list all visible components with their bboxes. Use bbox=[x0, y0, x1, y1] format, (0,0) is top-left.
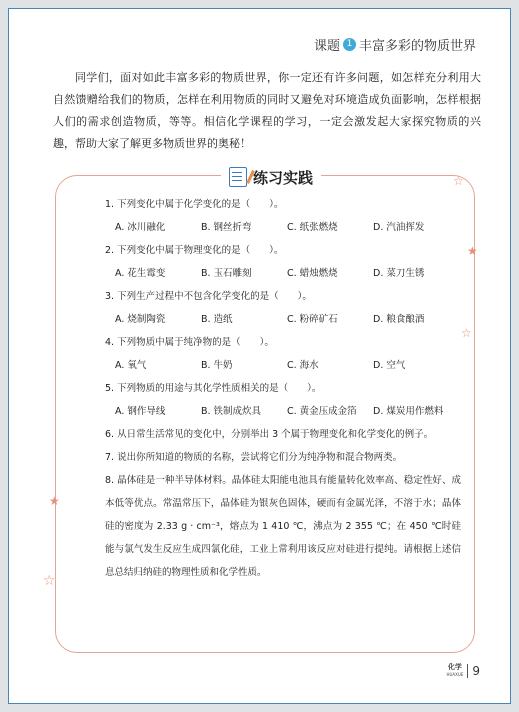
option-a: A. 氧气 bbox=[115, 360, 147, 371]
star-decoration-icon: ★ bbox=[49, 494, 60, 508]
option-b: B. 造纸 bbox=[201, 314, 233, 325]
option-d: D. 菜刀生锈 bbox=[373, 268, 425, 279]
page-number: 9 bbox=[467, 664, 480, 678]
question-4: 4. 下列物质中属于纯净物的是（ ）。 bbox=[105, 337, 274, 348]
option-b: B. 钢丝折弯 bbox=[201, 222, 252, 233]
option-d: D. 煤炭用作燃料 bbox=[373, 406, 444, 417]
star-decoration-icon: ☆ bbox=[453, 174, 464, 188]
option-d: D. 空气 bbox=[373, 360, 406, 371]
option-b: B. 牛奶 bbox=[201, 360, 233, 371]
star-decoration-icon: ★ bbox=[467, 244, 478, 258]
question-7: 7. 说出你所知道的物质的名称，尝试将它们分为纯净物和混合物两类。 bbox=[105, 452, 403, 463]
option-d: D. 汽油挥发 bbox=[373, 222, 425, 233]
textbook-page bbox=[8, 8, 511, 704]
question-1: 1. 下列变化中属于化学变化的是（ ）。 bbox=[105, 199, 284, 210]
question-3: 3. 下列生产过程中不包含化学变化的是（ ）。 bbox=[105, 291, 312, 302]
question-6: 6. 从日常生活常见的变化中，分别举出 3 个属于物理变化和化学变化的例子。 bbox=[105, 429, 434, 440]
option-a: A. 钢作导线 bbox=[115, 406, 166, 417]
subject-logo-text: 化学 bbox=[447, 663, 462, 671]
header-title: 丰富多彩的物质世界 bbox=[358, 39, 476, 54]
header-prefix: 课题 bbox=[313, 39, 340, 54]
question-5-options bbox=[105, 400, 461, 423]
question-2-options bbox=[105, 262, 461, 285]
question-3-options bbox=[105, 308, 461, 331]
page-footer bbox=[446, 663, 480, 679]
chapter-header bbox=[314, 35, 476, 54]
option-d: D. 粮食酿酒 bbox=[373, 314, 425, 325]
option-c: C. 蜡烛燃烧 bbox=[287, 268, 338, 279]
option-c: C. 纸张燃烧 bbox=[287, 222, 338, 233]
option-a: A. 冰川融化 bbox=[115, 222, 166, 233]
question-8: 8. 晶体硅是一种半导体材料。晶体硅太阳能电池具有能量转化效率高、稳定性好、成本低等优点。常温常压下，晶体硅为银灰色固体，硬而有金属光泽，不溶于水；晶体硅的密度为 2.33 g · cm⁻³，熔点为 1 410 ℃，沸点为 2 355 ℃；在 450 ℃时硅能与氯气发生反应生成四氯化硅，工业上常利用该反应对硅进行提纯。请根据上述信息总结归纳硅的物理性质和化学性质。 bbox=[105, 475, 461, 578]
section-title-label: 练习实践 bbox=[253, 168, 314, 187]
question-list bbox=[105, 193, 461, 584]
intro-paragraph: 同学们，面对如此丰富多彩的物质世界，你一定还有许多问题，如怎样充分利用大自然馈赠给我们的物质，怎样在利用物质的同时又避免对环境造成负面影响，怎样根据人们的需求创造物质，等等。相信化学课程的学习，一定会激发起大家探究物质的兴趣，帮助大家了解更多物质世界的奥秘！ bbox=[53, 71, 481, 150]
question-4-options bbox=[105, 354, 461, 377]
star-decoration-icon: ☆ bbox=[43, 573, 56, 589]
practice-section-title bbox=[221, 165, 321, 189]
subject-logo bbox=[446, 663, 463, 679]
lesson-number-badge: 1 bbox=[343, 38, 356, 51]
option-b: B. 铁制成炊具 bbox=[201, 406, 262, 417]
option-a: A. 烧制陶瓷 bbox=[115, 314, 166, 325]
option-a: A. 花生霉变 bbox=[115, 268, 166, 279]
option-b: B. 玉石雕刻 bbox=[201, 268, 252, 279]
option-c: C. 海水 bbox=[287, 360, 319, 371]
question-1-options bbox=[105, 216, 461, 239]
notebook-pencil-icon bbox=[229, 167, 247, 187]
question-2: 2. 下列变化中属于物理变化的是（ ）。 bbox=[105, 245, 284, 256]
question-5: 5. 下列物质的用途与其化学性质相关的是（ ）。 bbox=[105, 383, 322, 394]
star-decoration-icon: ☆ bbox=[461, 326, 472, 340]
option-c: C. 粉碎矿石 bbox=[287, 314, 338, 325]
option-c: C. 黄金压成金箔 bbox=[287, 406, 357, 417]
subject-logo-subtext: HUAXUE bbox=[446, 672, 464, 677]
